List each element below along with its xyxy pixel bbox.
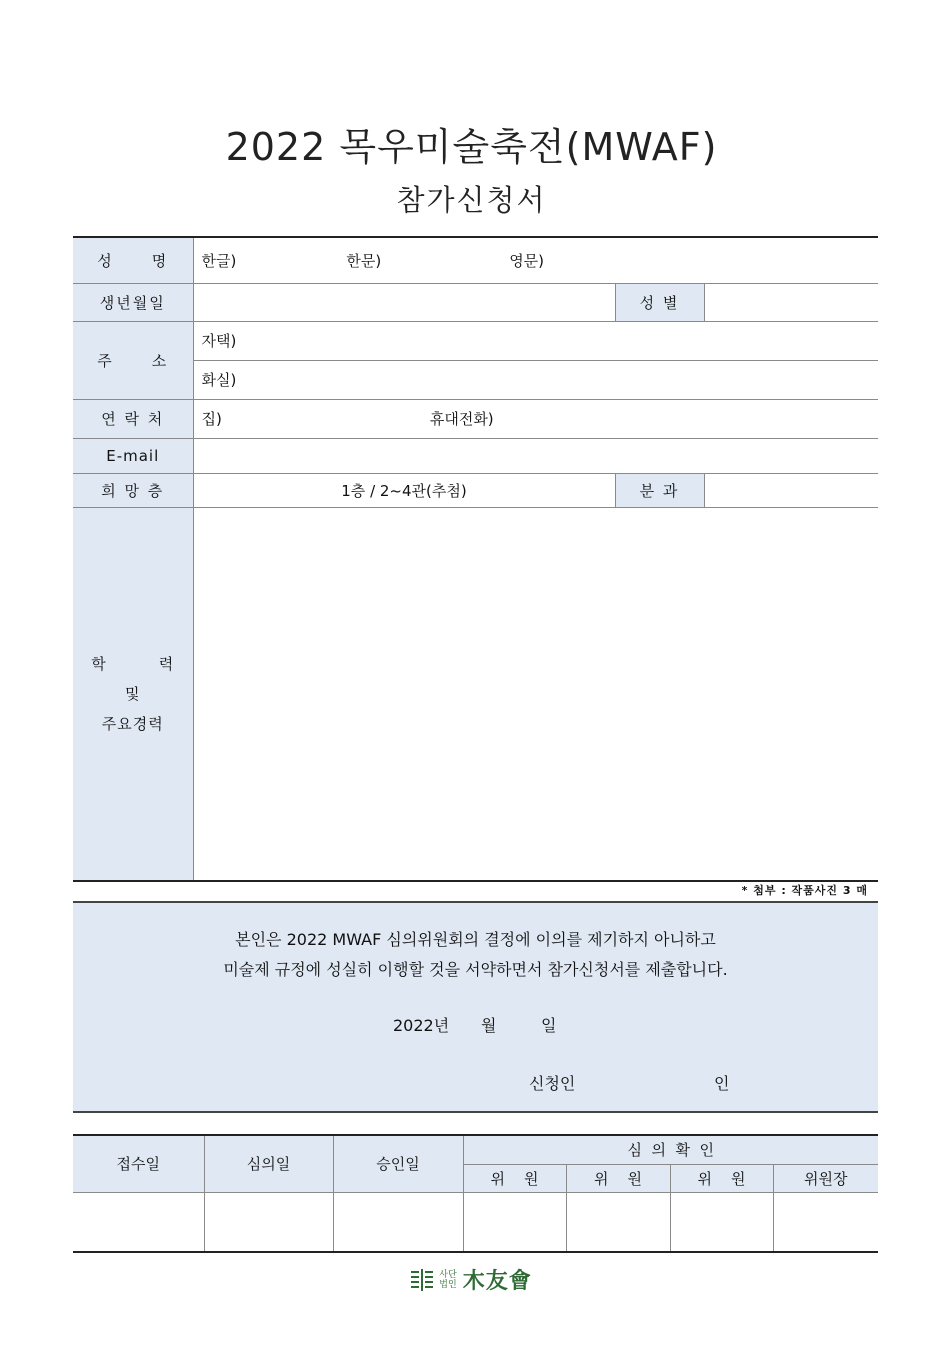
pledge-box: [73, 901, 878, 1113]
name-hanja-label: 한문): [346, 251, 382, 270]
review-date-cell[interactable]: [204, 1192, 333, 1252]
logo-emblem-icon: [411, 1269, 433, 1291]
name-label: [73, 237, 193, 283]
page-title: 2022 목우미술축전(MWAF): [225, 125, 718, 169]
member-sign-cell-3[interactable]: [670, 1192, 773, 1252]
email-label: E-mail: [73, 438, 193, 473]
logo-small-top: 사단: [439, 1269, 457, 1280]
career-field[interactable]: [193, 507, 878, 881]
contact-field[interactable]: [193, 399, 878, 438]
name-korean-label: 한글): [201, 251, 237, 270]
page-subtitle: 참가신청서: [396, 183, 547, 217]
floor-label: 희 망 층: [73, 473, 193, 507]
career-label: [73, 507, 193, 881]
address-studio-field[interactable]: [193, 360, 878, 399]
pledge-line-2: 미술제 규정에 성실히 이행할 것을 서약하면서 참가신청서를 제출합니다.: [223, 960, 728, 979]
review-confirm-header: 심 의 확 인: [463, 1135, 878, 1164]
name-label-b: 명: [151, 251, 169, 270]
address-label-b: 소: [151, 351, 169, 370]
applicant-label: 신청인: [529, 1074, 576, 1093]
office-table: [73, 1134, 878, 1253]
chair-sign-cell[interactable]: [773, 1192, 878, 1252]
logo-name: 木友會: [462, 1268, 532, 1294]
contact-home-label: 집): [201, 410, 222, 428]
logo-small-bottom: 법인: [439, 1279, 457, 1290]
organization-logo: [0, 1264, 943, 1295]
approval-date-header: 승인일: [333, 1135, 463, 1192]
pledge-month: 월: [481, 1016, 497, 1035]
member-sign-cell-1[interactable]: [463, 1192, 566, 1252]
email-field[interactable]: [193, 438, 878, 473]
division-label: 분 과: [615, 473, 704, 507]
attachment-note: * 첨부 : 작품사진 3 매: [741, 884, 868, 897]
name-label-a: 성: [97, 251, 114, 270]
address-home-field[interactable]: [193, 321, 878, 360]
address-label: [73, 321, 193, 399]
division-field[interactable]: [704, 473, 878, 507]
approval-date-cell[interactable]: [333, 1192, 463, 1252]
pledge-day: 일: [541, 1016, 557, 1035]
pledge-year: 2022년: [393, 1016, 450, 1035]
gender-field[interactable]: [704, 283, 878, 321]
pledge-line-1: 본인은 2022 MWAF 심의위원회의 결정에 이의를 제기하지 아니하고: [235, 930, 716, 949]
contact-label: 연 락 처: [73, 399, 193, 438]
received-date-cell[interactable]: [73, 1192, 204, 1252]
address-studio-label: 화실): [201, 371, 237, 389]
floor-options[interactable]: 1층 / 2~4관(추첨): [193, 473, 615, 507]
career-label-line1: 학 력: [91, 654, 175, 673]
seal-mark: 인: [714, 1074, 730, 1093]
member-header-2: 위 원: [566, 1164, 670, 1192]
name-field[interactable]: [193, 237, 878, 283]
career-label-line3: 주요경력: [101, 714, 164, 733]
review-date-header: 심의일: [204, 1135, 333, 1192]
name-english-label: 영문): [509, 251, 545, 270]
address-label-a: 주: [97, 351, 114, 370]
received-date-header: 접수일: [73, 1135, 204, 1192]
address-home-label: 자택): [201, 332, 237, 350]
birth-field[interactable]: [193, 283, 615, 321]
member-sign-cell-2[interactable]: [566, 1192, 670, 1252]
application-form: [73, 236, 878, 882]
member-header-1: 위 원: [463, 1164, 566, 1192]
chair-header: 위원장: [773, 1164, 878, 1192]
birth-label: 생년월일: [73, 283, 193, 321]
logo-small-text: [439, 1270, 456, 1290]
gender-label: 성 별: [615, 283, 704, 321]
member-header-3: 위 원: [670, 1164, 773, 1192]
career-label-line2: 및: [125, 684, 141, 703]
contact-mobile-label: 휴대전화): [429, 410, 494, 428]
